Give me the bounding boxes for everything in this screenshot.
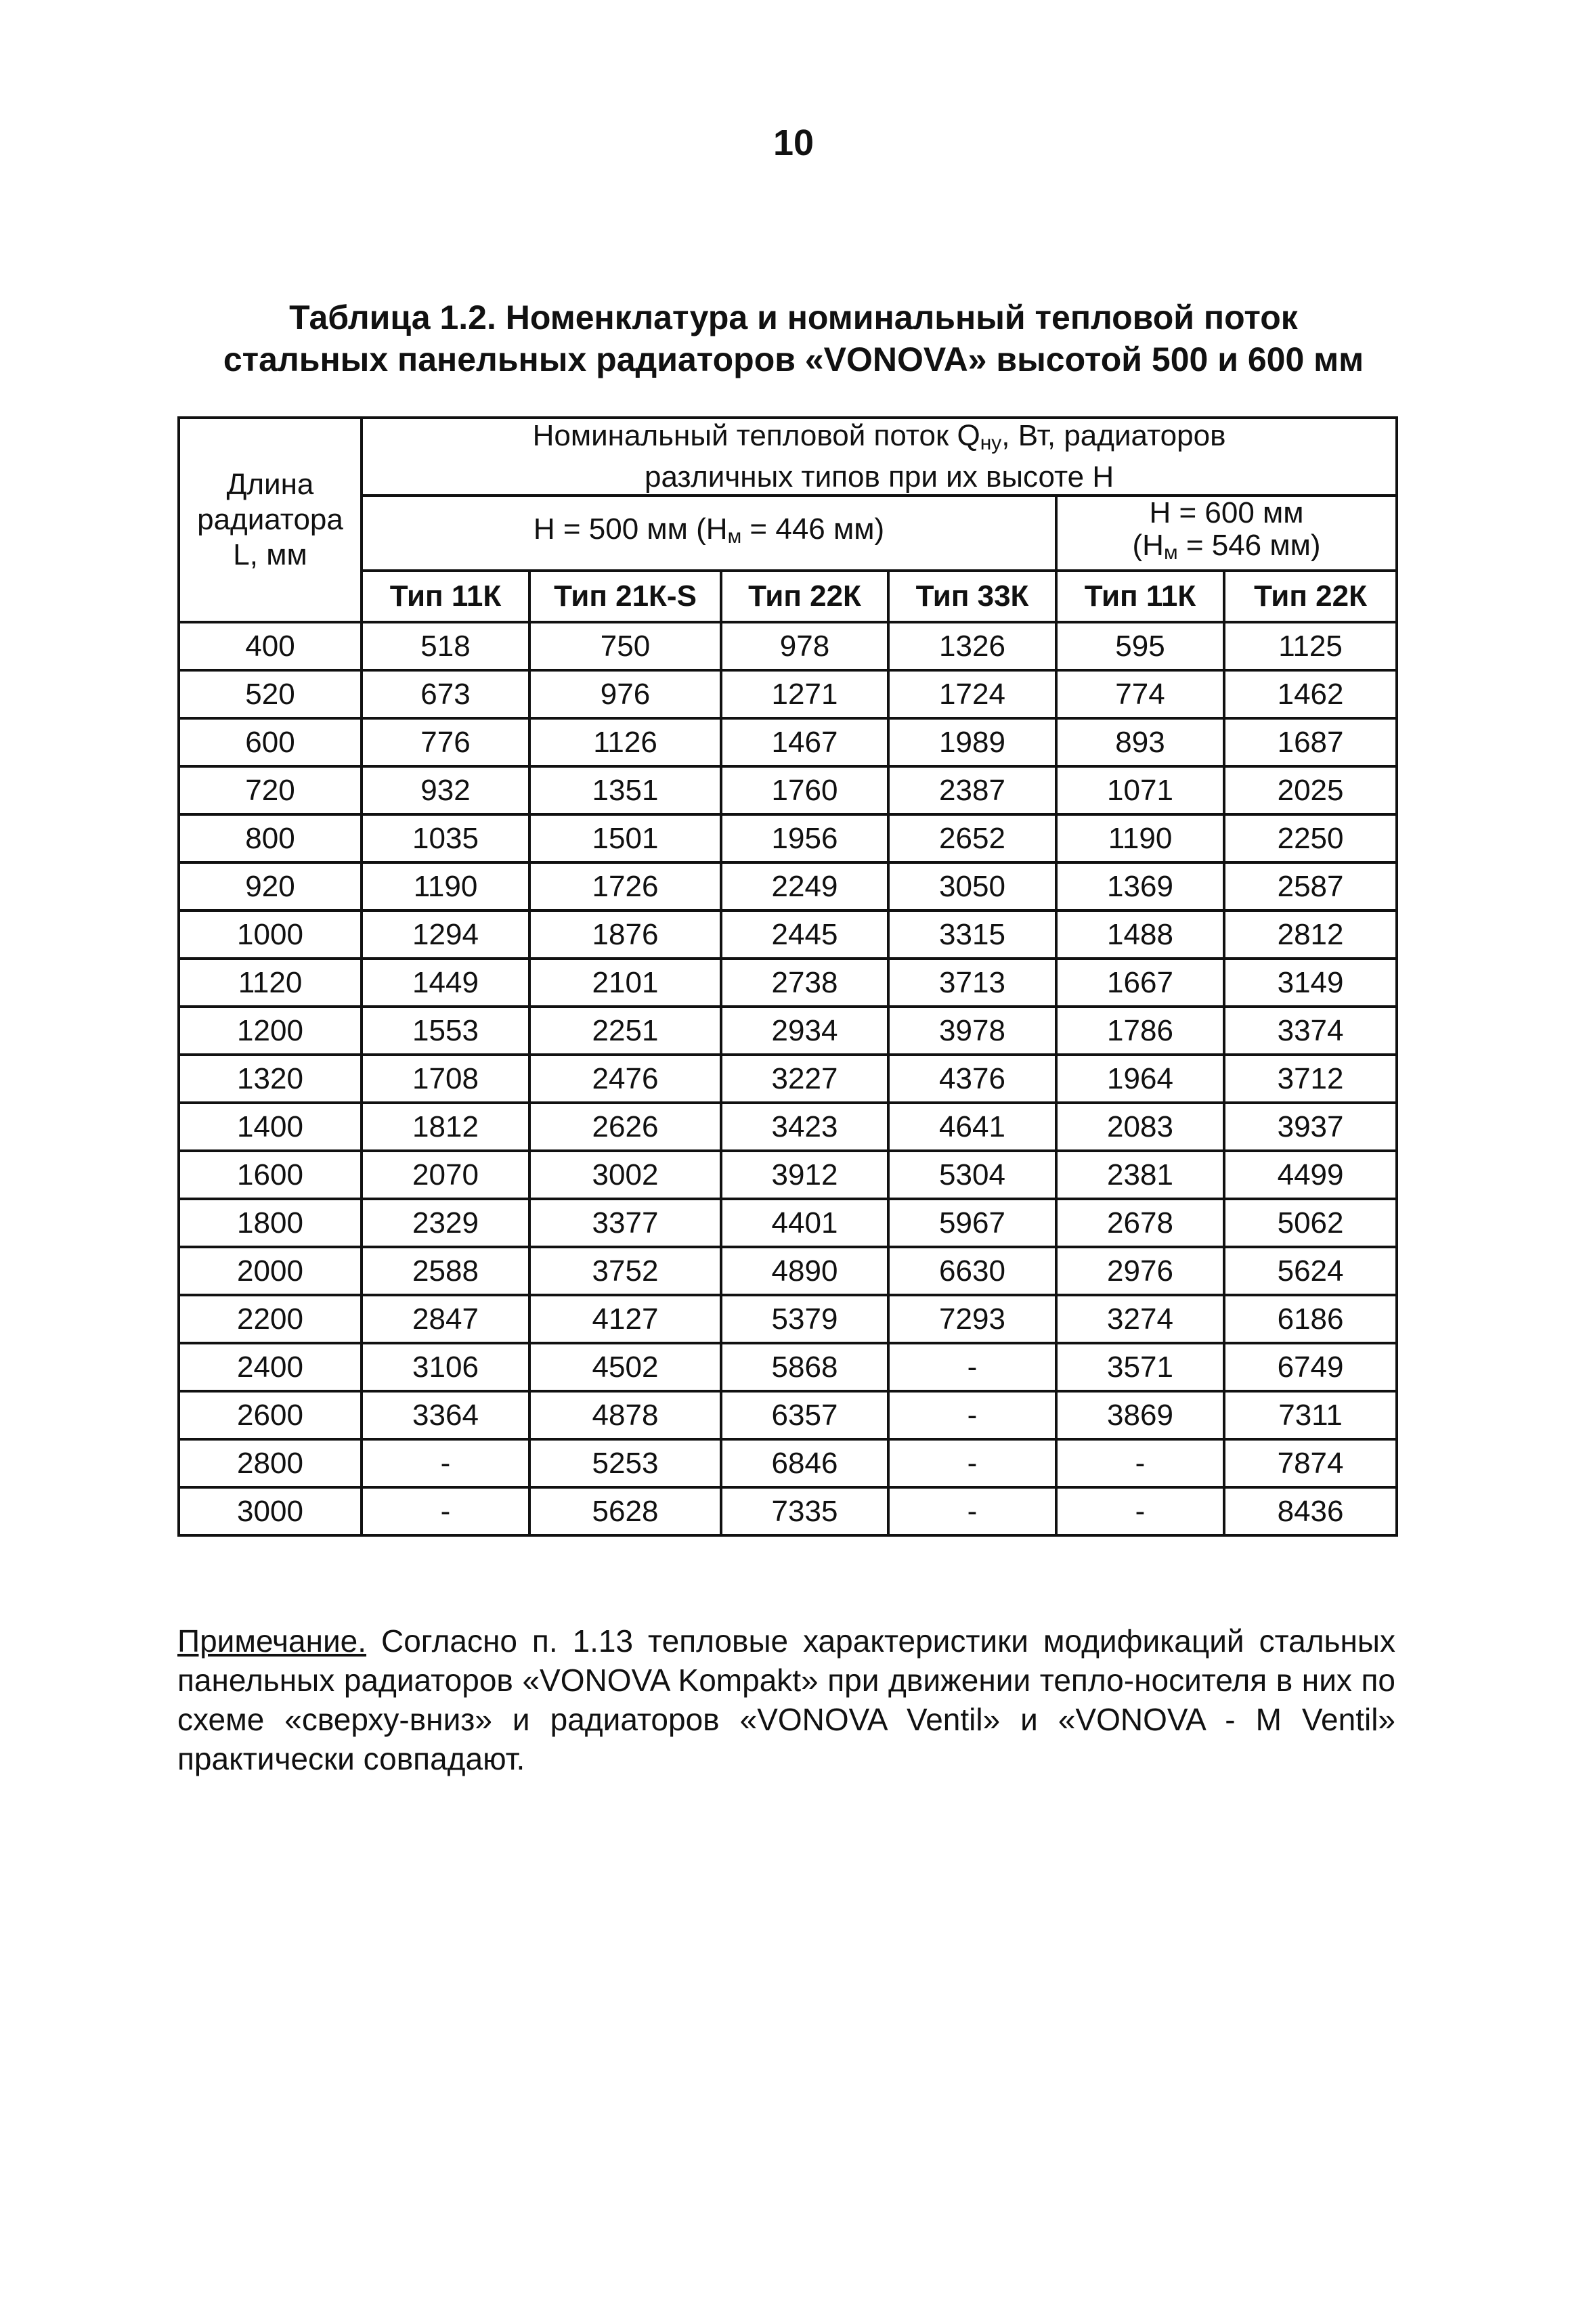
table-row <box>179 1151 1397 1199</box>
flow-cell: 673 <box>362 670 529 718</box>
flow-cell: 3374 <box>1224 1007 1397 1055</box>
flow-header <box>362 418 1397 496</box>
flow-cell: 1964 <box>1056 1055 1224 1103</box>
note-label: Примечание. <box>177 1623 367 1659</box>
flow-cell: - <box>1056 1439 1224 1487</box>
flow-cell: 7335 <box>721 1487 888 1535</box>
flow-cell: - <box>888 1439 1056 1487</box>
length-cell: 1400 <box>179 1103 362 1151</box>
length-cell: 1800 <box>179 1199 362 1247</box>
flow-cell: 1501 <box>529 814 721 862</box>
flow-cell: 1786 <box>1056 1007 1224 1055</box>
flow-cell: - <box>888 1487 1056 1535</box>
length-cell: 1600 <box>179 1151 362 1199</box>
flow-cell: 4376 <box>888 1055 1056 1103</box>
flow-cell: - <box>888 1391 1056 1439</box>
length-header-line1: Длина <box>226 468 314 501</box>
flow-cell: 3713 <box>888 959 1056 1007</box>
table-row <box>179 1439 1397 1487</box>
flow-cell: 2812 <box>1224 911 1397 959</box>
flow-cell: 3752 <box>529 1247 721 1295</box>
flow-cell: 3712 <box>1224 1055 1397 1103</box>
flow-cell: 2738 <box>721 959 888 1007</box>
flow-cell: 2083 <box>1056 1103 1224 1151</box>
flow-cell: 978 <box>721 622 888 670</box>
flow-cell: 3571 <box>1056 1343 1224 1391</box>
flow-cell: 2445 <box>721 911 888 959</box>
flow-cell: 3912 <box>721 1151 888 1199</box>
table-row <box>179 959 1397 1007</box>
flow-header-line1: Номинальный тепловой поток $Q_{ну}$, Вт, радиаторов <box>532 419 1226 454</box>
flow-cell: - <box>1056 1487 1224 1535</box>
flow-cell: 3978 <box>888 1007 1056 1055</box>
type-header: Тип 22К <box>1224 571 1397 622</box>
length-cell: 1320 <box>179 1055 362 1103</box>
flow-cell: 1667 <box>1056 959 1224 1007</box>
flow-cell: 2587 <box>1224 862 1397 911</box>
flow-cell: 1687 <box>1224 718 1397 766</box>
length-cell: 720 <box>179 766 362 814</box>
flow-cell: 6749 <box>1224 1343 1397 1391</box>
type-header-row <box>179 571 1397 622</box>
flow-cell: 5868 <box>721 1343 888 1391</box>
flow-cell: 6846 <box>721 1439 888 1487</box>
length-cell: 600 <box>179 718 362 766</box>
table-row <box>179 670 1397 718</box>
table-row <box>179 862 1397 911</box>
flow-cell: 5062 <box>1224 1199 1397 1247</box>
flow-cell: 1989 <box>888 718 1056 766</box>
flow-cell: 1726 <box>529 862 721 911</box>
flow-cell: 893 <box>1056 718 1224 766</box>
page-number: 10 <box>773 123 814 163</box>
flow-cell: 3937 <box>1224 1103 1397 1151</box>
flow-cell: 3227 <box>721 1055 888 1103</box>
flow-cell: 2101 <box>529 959 721 1007</box>
flow-cell: 3274 <box>1056 1295 1224 1343</box>
flow-cell: 2250 <box>1224 814 1397 862</box>
flow-cell: 4127 <box>529 1295 721 1343</box>
flow-cell: 2381 <box>1056 1151 1224 1199</box>
table-row <box>179 1247 1397 1295</box>
length-header-line3: L, мм <box>233 538 307 571</box>
flow-cell: 3364 <box>362 1391 529 1439</box>
flow-cell: 1351 <box>529 766 721 814</box>
table-row <box>179 718 1397 766</box>
radiator-table <box>177 416 1398 1537</box>
flow-cell: 1190 <box>1056 814 1224 862</box>
flow-cell: 774 <box>1056 670 1224 718</box>
flow-cell: 4502 <box>529 1343 721 1391</box>
flow-cell: 2652 <box>888 814 1056 862</box>
flow-header-line2: различных типов при их высоте H <box>644 460 1114 494</box>
table-row <box>179 1295 1397 1343</box>
flow-cell: 2934 <box>721 1007 888 1055</box>
h600-header-line1: H = 600 мм <box>1149 496 1304 529</box>
flow-cell: 1071 <box>1056 766 1224 814</box>
flow-cell: 3869 <box>1056 1391 1224 1439</box>
table-row <box>179 1487 1397 1535</box>
flow-cell: 2329 <box>362 1199 529 1247</box>
flow-cell: 2678 <box>1056 1199 1224 1247</box>
length-cell: 2400 <box>179 1343 362 1391</box>
length-cell: 1120 <box>179 959 362 1007</box>
flow-cell: 1449 <box>362 959 529 1007</box>
flow-cell: - <box>362 1439 529 1487</box>
flow-cell: 1271 <box>721 670 888 718</box>
flow-cell: 1812 <box>362 1103 529 1151</box>
flow-cell: 5304 <box>888 1151 1056 1199</box>
flow-cell: 3149 <box>1224 959 1397 1007</box>
length-cell: 2600 <box>179 1391 362 1439</box>
flow-cell: 2588 <box>362 1247 529 1295</box>
h600-header-line2: ($H_м = 546$ мм) <box>1132 529 1321 564</box>
length-cell: 400 <box>179 622 362 670</box>
table-row <box>179 622 1397 670</box>
length-cell: 2800 <box>179 1439 362 1487</box>
length-cell: 800 <box>179 814 362 862</box>
flow-cell: 1708 <box>362 1055 529 1103</box>
table-row <box>179 911 1397 959</box>
flow-cell: 750 <box>529 622 721 670</box>
flow-cell: 1553 <box>362 1007 529 1055</box>
flow-cell: 4641 <box>888 1103 1056 1151</box>
flow-cell: 1035 <box>362 814 529 862</box>
length-cell: 520 <box>179 670 362 718</box>
flow-cell: 1467 <box>721 718 888 766</box>
flow-cell: 2251 <box>529 1007 721 1055</box>
flow-cell: 3423 <box>721 1103 888 1151</box>
flow-cell: 1369 <box>1056 862 1224 911</box>
table-title-line2: стальных панельных радиаторов «VONOVA» высотой 500 и 600 мм <box>223 341 1364 378</box>
flow-cell: 3002 <box>529 1151 721 1199</box>
table-row <box>179 1199 1397 1247</box>
table-title <box>0 297 1587 380</box>
table-row <box>179 1055 1397 1103</box>
flow-cell: 2025 <box>1224 766 1397 814</box>
flow-cell: 3050 <box>888 862 1056 911</box>
flow-cell: 518 <box>362 622 529 670</box>
flow-cell: 5967 <box>888 1199 1056 1247</box>
flow-cell: 5624 <box>1224 1247 1397 1295</box>
flow-cell: 1724 <box>888 670 1056 718</box>
flow-cell: 2626 <box>529 1103 721 1151</box>
flow-cell: 2249 <box>721 862 888 911</box>
h600-header <box>1056 496 1397 571</box>
flow-cell: 4499 <box>1224 1151 1397 1199</box>
flow-cell: 7311 <box>1224 1391 1397 1439</box>
length-cell: 2000 <box>179 1247 362 1295</box>
length-cell: 1000 <box>179 911 362 959</box>
length-cell: 1200 <box>179 1007 362 1055</box>
flow-cell: 776 <box>362 718 529 766</box>
note-text: Согласно п. 1.13 тепловые характеристики модификаций стальных панельных радиаторов «VONOVA Kompakt» при движении тепло-носителя в них по схеме «сверху-вниз» и радиаторов «VONOVA Ventil» и «VONOVA - M Ventil» практически совпадают. <box>177 1623 1395 1776</box>
flow-cell: 2070 <box>362 1151 529 1199</box>
flow-cell: 1956 <box>721 814 888 862</box>
flow-cell: 5628 <box>529 1487 721 1535</box>
flow-cell: 1760 <box>721 766 888 814</box>
flow-cell: 8436 <box>1224 1487 1397 1535</box>
flow-cell: 1876 <box>529 911 721 959</box>
flow-cell: 2476 <box>529 1055 721 1103</box>
type-header: Тип 33К <box>888 571 1056 622</box>
table-row <box>179 1103 1397 1151</box>
length-header-line2: радиатора <box>197 503 343 536</box>
table-body <box>179 622 1397 1535</box>
flow-cell: 1294 <box>362 911 529 959</box>
flow-cell: 3377 <box>529 1199 721 1247</box>
length-cell: 3000 <box>179 1487 362 1535</box>
length-header <box>179 418 362 622</box>
flow-cell: 6186 <box>1224 1295 1397 1343</box>
flow-cell: 6630 <box>888 1247 1056 1295</box>
table-row <box>179 1343 1397 1391</box>
flow-cell: 3106 <box>362 1343 529 1391</box>
note <box>177 1621 1395 1778</box>
flow-cell: 1190 <box>362 862 529 911</box>
flow-cell: 1488 <box>1056 911 1224 959</box>
flow-cell: 6357 <box>721 1391 888 1439</box>
flow-cell: - <box>362 1487 529 1535</box>
flow-cell: 1326 <box>888 622 1056 670</box>
flow-cell: - <box>888 1343 1056 1391</box>
length-cell: 920 <box>179 862 362 911</box>
type-header: Тип 21К-S <box>529 571 721 622</box>
flow-cell: 1462 <box>1224 670 1397 718</box>
flow-cell: 2387 <box>888 766 1056 814</box>
table-row <box>179 766 1397 814</box>
flow-cell: 2976 <box>1056 1247 1224 1295</box>
flow-cell: 4878 <box>529 1391 721 1439</box>
flow-cell: 2847 <box>362 1295 529 1343</box>
flow-cell: 5253 <box>529 1439 721 1487</box>
table-title-line1: Таблица 1.2. Номенклатура и номинальный тепловой поток <box>289 299 1298 336</box>
table-row <box>179 1391 1397 1439</box>
flow-cell: 4890 <box>721 1247 888 1295</box>
table-row <box>179 1007 1397 1055</box>
flow-cell: 932 <box>362 766 529 814</box>
table-row <box>179 814 1397 862</box>
flow-cell: 595 <box>1056 622 1224 670</box>
flow-cell: 1126 <box>529 718 721 766</box>
flow-cell: 7874 <box>1224 1439 1397 1487</box>
length-cell: 2200 <box>179 1295 362 1343</box>
type-header: Тип 11К <box>362 571 529 622</box>
type-header: Тип 11К <box>1056 571 1224 622</box>
flow-cell: 3315 <box>888 911 1056 959</box>
flow-cell: 1125 <box>1224 622 1397 670</box>
flow-cell: 976 <box>529 670 721 718</box>
flow-cell: 4401 <box>721 1199 888 1247</box>
h500-header: H = 500 мм ($H_м = 446$ мм) <box>362 496 1056 571</box>
flow-cell: 7293 <box>888 1295 1056 1343</box>
type-header: Тип 22К <box>721 571 888 622</box>
flow-cell: 5379 <box>721 1295 888 1343</box>
